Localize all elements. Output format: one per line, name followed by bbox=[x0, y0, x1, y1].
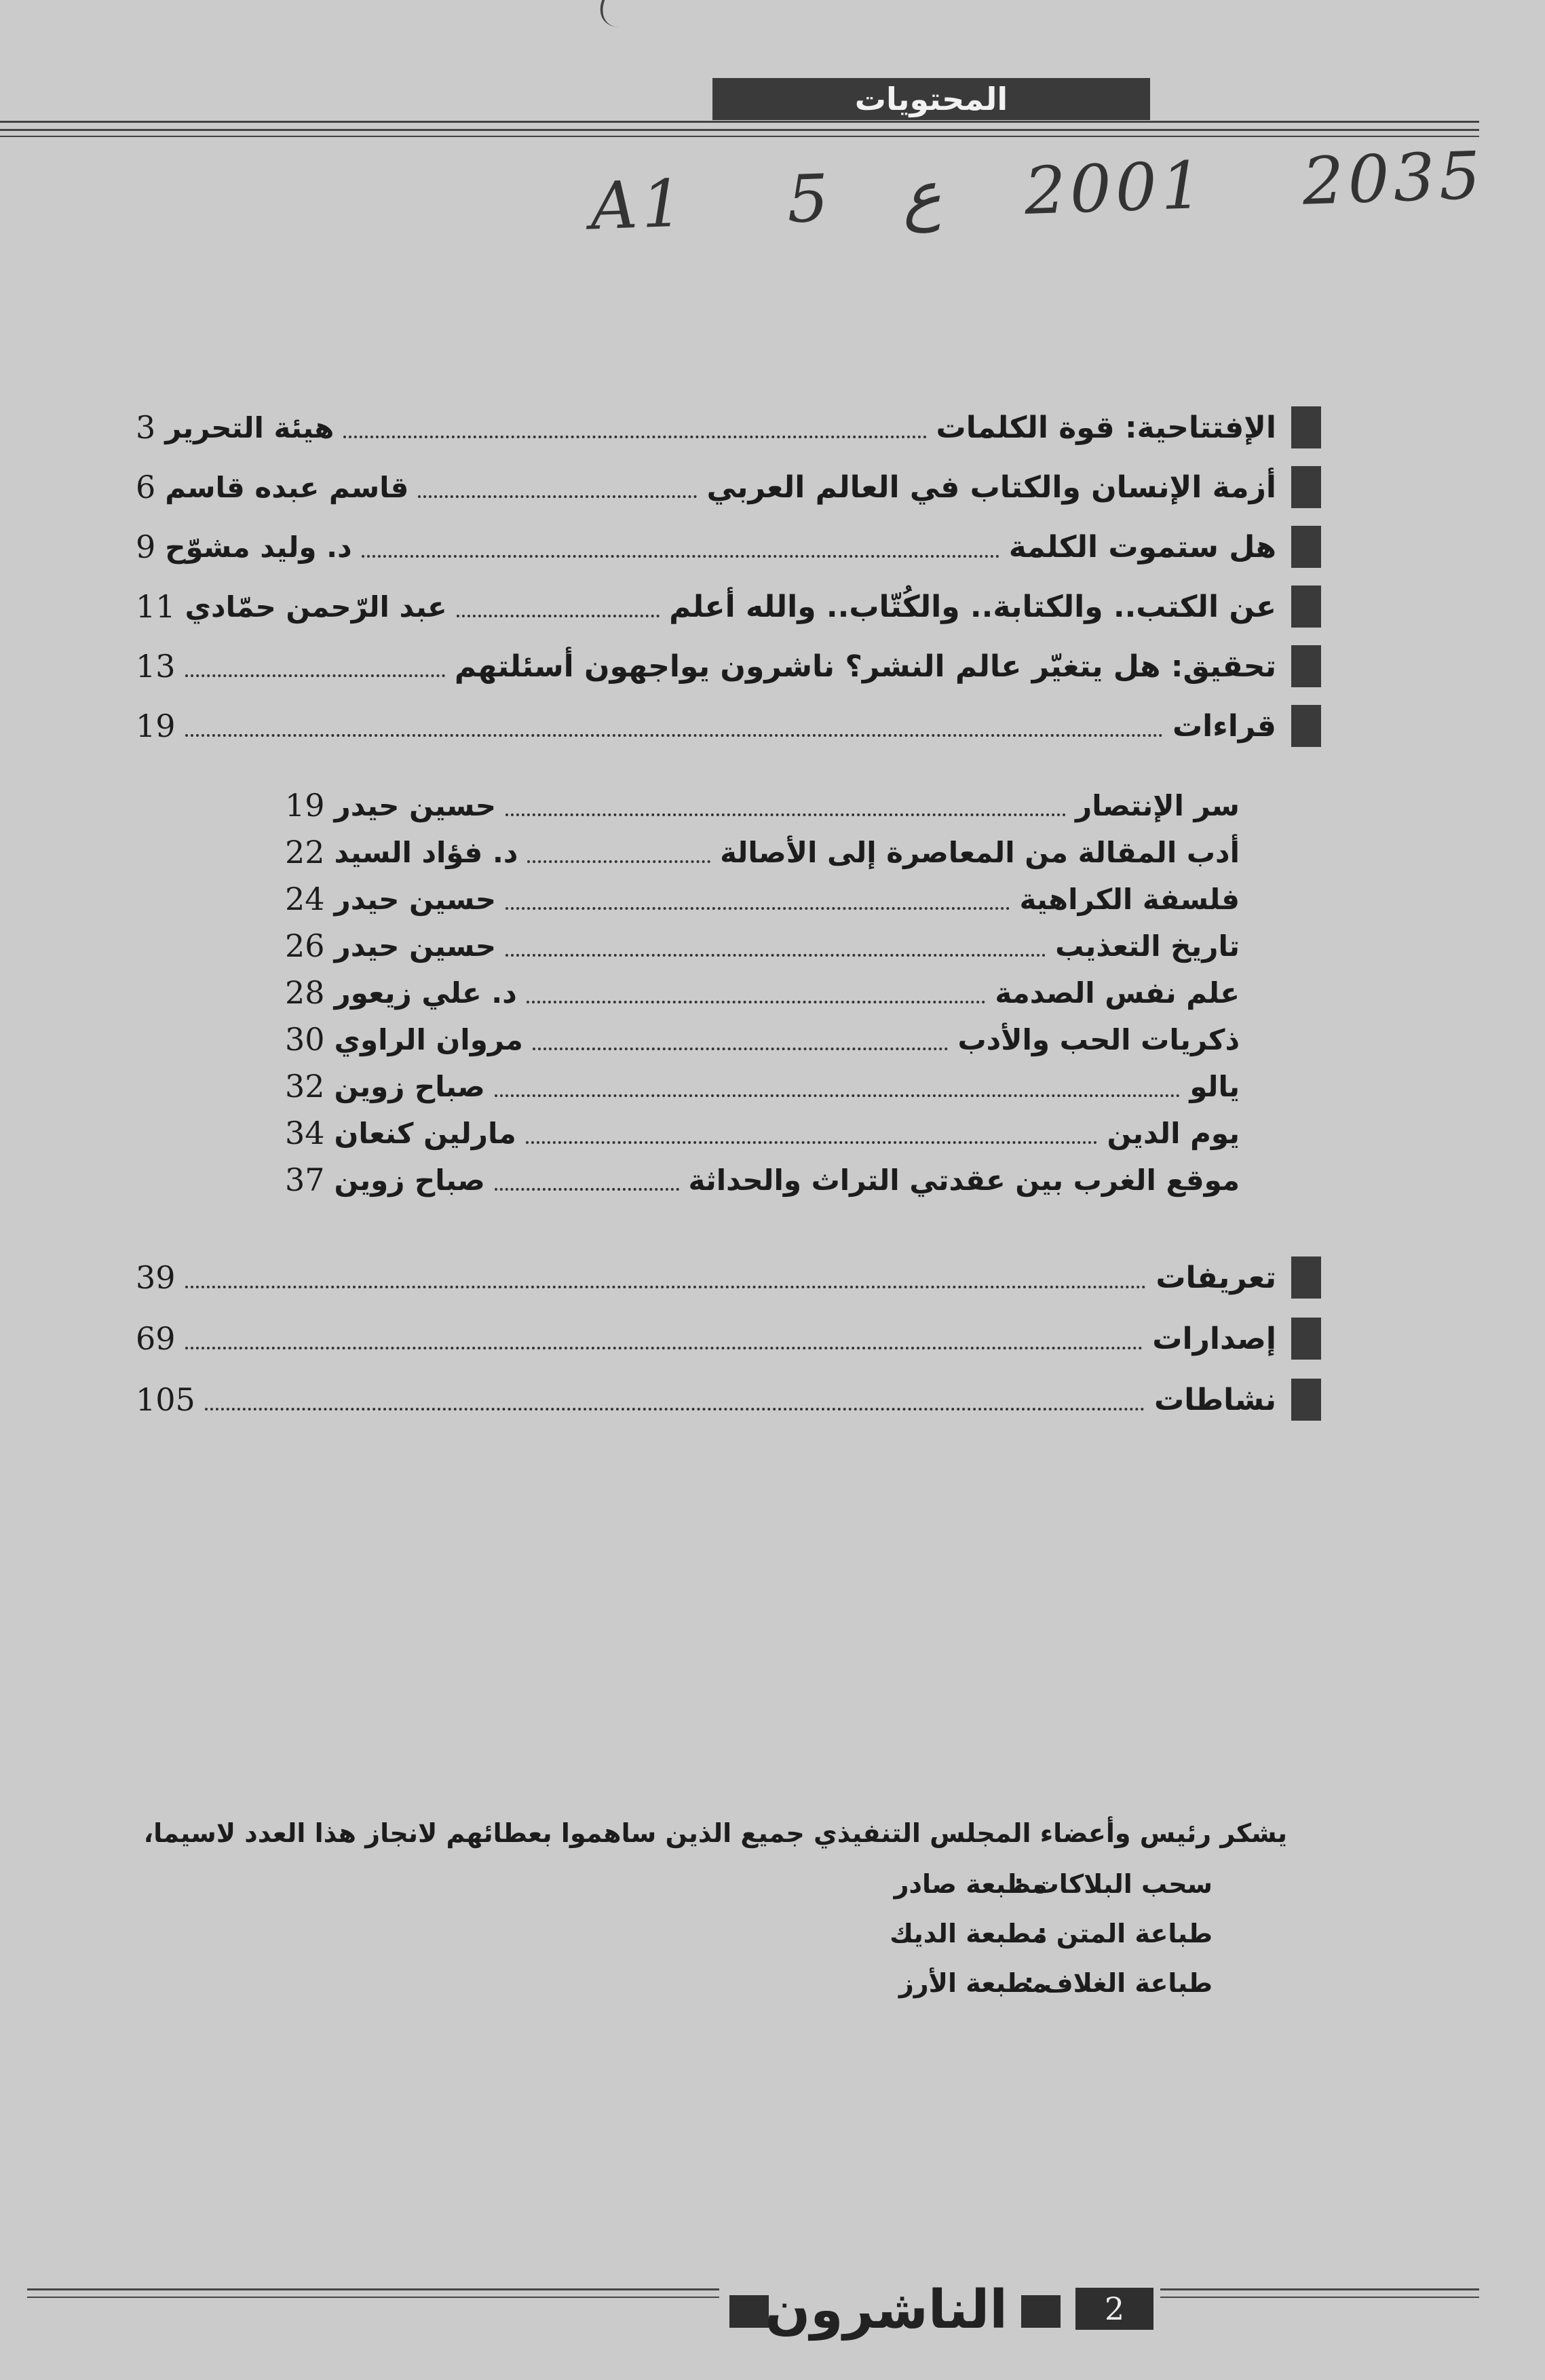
handwritten-code: A1 bbox=[589, 165, 689, 245]
toc-title: أزمة الإنسان والكتاب في العالم العربي bbox=[706, 469, 1276, 505]
reading-title: تاريخ التعذيب bbox=[1055, 929, 1240, 963]
credit-label: طباعة الغلاف : bbox=[1024, 1968, 1213, 1998]
credit-line bbox=[899, 1968, 1213, 1998]
toc-author: د. وليد مشوّح bbox=[165, 530, 352, 564]
credit-label: سحب البلاكات : bbox=[1014, 1869, 1213, 1899]
toc-page: 13 bbox=[136, 648, 176, 685]
reading-title: فلسفة الكراهية bbox=[1019, 882, 1240, 916]
reading-entry bbox=[285, 1158, 1240, 1202]
section-page: 39 bbox=[136, 1259, 176, 1296]
dot-leader bbox=[185, 1347, 1143, 1349]
reading-author: حسين حيدر bbox=[334, 929, 496, 963]
bullet-square bbox=[1291, 645, 1321, 687]
reading-author: حسين حيدر bbox=[334, 788, 496, 822]
dot-leader bbox=[506, 907, 1010, 910]
bullet-square bbox=[1291, 1318, 1321, 1360]
reading-page: 22 bbox=[285, 834, 325, 870]
footer-rule bbox=[27, 2288, 719, 2290]
footer-rule bbox=[27, 2297, 719, 2298]
dot-leader bbox=[343, 436, 926, 438]
section-title: نشاطات bbox=[1154, 1382, 1276, 1417]
toc-section bbox=[136, 1254, 1321, 1301]
bullet-square bbox=[1291, 705, 1321, 747]
toc-author: عبد الرّحمن حمّادي bbox=[185, 590, 447, 623]
footer-rule bbox=[1160, 2297, 1479, 2298]
reading-author: مروان الراوي bbox=[334, 1022, 523, 1056]
bullet-square bbox=[1291, 526, 1321, 568]
toc-section bbox=[136, 1315, 1321, 1362]
dot-leader bbox=[185, 1286, 1147, 1288]
dot-leader bbox=[495, 1094, 1181, 1097]
reading-page: 19 bbox=[285, 787, 325, 824]
dot-leader bbox=[506, 813, 1066, 816]
bullet-square bbox=[1291, 1379, 1321, 1421]
toc-author: قاسم عبده قاسم bbox=[165, 470, 409, 504]
magazine-logo: الناشرون bbox=[765, 2280, 1008, 2341]
footer-square bbox=[729, 2295, 769, 2328]
reading-title: أدب المقالة من المعاصرة إلى الأصالة bbox=[720, 835, 1240, 869]
toc-page: 19 bbox=[136, 708, 176, 744]
toc-entry bbox=[136, 404, 1321, 451]
toc-section bbox=[136, 1376, 1321, 1423]
dot-leader bbox=[527, 1001, 986, 1003]
reading-title: ذكريات الحب والأدب bbox=[957, 1022, 1240, 1056]
credit-line bbox=[890, 1919, 1213, 1949]
handwritten-year: 2001 bbox=[1023, 147, 1208, 230]
toc-title: تحقيق: هل يتغيّر عالم النشر؟ ناشرون يواجهون أسئلتهم bbox=[454, 649, 1276, 684]
credit-value: مطبعة صادر bbox=[894, 1869, 1048, 1899]
acknowledgement-text: يشكر رئيس وأعضاء المجلس التنفيذي جميع الذين ساهموا بعطائهم لانجاز هذا العدد لاسيما، bbox=[143, 1818, 1287, 1848]
reading-title: يوم الدين bbox=[1107, 1116, 1240, 1150]
page-number: 2 bbox=[1075, 2288, 1153, 2330]
reading-entry bbox=[285, 1018, 1240, 1061]
credit-value: مطبعة الأرز bbox=[898, 1968, 1048, 1998]
dot-leader bbox=[533, 1048, 949, 1050]
bullet-square bbox=[1291, 406, 1321, 448]
toc-title: عن الكتب.. والكتابة.. والكُتّاب.. والله أعلم bbox=[669, 589, 1276, 624]
dot-leader bbox=[526, 1141, 1098, 1144]
toc-entry bbox=[136, 583, 1321, 630]
dot-leader bbox=[457, 615, 660, 617]
handwritten-number: 5 bbox=[785, 159, 834, 238]
credit-value: مطبعة الديك bbox=[890, 1919, 1048, 1949]
handwritten-letter: ع bbox=[900, 156, 943, 234]
reading-title: سر الإنتصار bbox=[1075, 788, 1240, 822]
section-title: تعريفات bbox=[1156, 1260, 1276, 1295]
reading-page: 37 bbox=[285, 1162, 325, 1198]
reading-author: د. فؤاد السيد bbox=[334, 835, 518, 869]
dot-leader bbox=[418, 495, 697, 498]
dot-leader bbox=[527, 860, 710, 863]
reading-page: 24 bbox=[285, 881, 325, 917]
toc-page: 9 bbox=[136, 529, 156, 565]
reading-entry bbox=[285, 1064, 1240, 1108]
reading-entry bbox=[285, 830, 1240, 874]
reading-entry bbox=[285, 924, 1240, 967]
footer-rule bbox=[1160, 2288, 1479, 2290]
toc-entry bbox=[136, 523, 1321, 571]
toc-entry bbox=[136, 702, 1321, 750]
credit-label: طباعة المتن : bbox=[1037, 1919, 1213, 1949]
toc-author: هيئة التحرير bbox=[165, 410, 335, 444]
page-curl bbox=[592, 0, 666, 27]
reading-author: حسين حيدر bbox=[334, 882, 496, 916]
credit-line bbox=[894, 1869, 1213, 1899]
reading-page: 28 bbox=[285, 974, 325, 1011]
reading-page: 30 bbox=[285, 1021, 325, 1058]
footer-square bbox=[1021, 2295, 1061, 2328]
header-rule bbox=[0, 136, 1479, 137]
reading-entry bbox=[285, 1111, 1240, 1155]
toc-page: 3 bbox=[136, 409, 156, 446]
dot-leader bbox=[495, 1188, 679, 1191]
reading-page: 32 bbox=[285, 1068, 325, 1105]
reading-entry bbox=[285, 971, 1240, 1014]
dot-leader bbox=[506, 954, 1046, 957]
dot-leader bbox=[185, 674, 445, 677]
bullet-square bbox=[1291, 466, 1321, 508]
reading-author: صباح زوين bbox=[334, 1069, 485, 1103]
reading-title: علم نفس الصدمة bbox=[995, 976, 1240, 1010]
toc-page: 11 bbox=[136, 588, 176, 625]
toc-title: هل ستموت الكلمة bbox=[1008, 529, 1276, 564]
reading-page: 34 bbox=[285, 1115, 325, 1151]
reading-entry bbox=[285, 784, 1240, 827]
toc-entry bbox=[136, 642, 1321, 690]
section-title: إصدارات bbox=[1152, 1321, 1276, 1356]
handwritten-number: 2035 bbox=[1301, 137, 1486, 220]
dot-leader bbox=[185, 734, 1163, 737]
page-title: المحتويات bbox=[712, 78, 1150, 120]
dot-leader bbox=[205, 1408, 1145, 1410]
toc-title: الإفتتاحية: قوة الكلمات bbox=[936, 410, 1276, 445]
reading-title: يالو bbox=[1189, 1069, 1240, 1103]
reading-author: مارلين كنعان bbox=[334, 1116, 516, 1150]
header-rule bbox=[0, 129, 1479, 131]
reading-author: صباح زوين bbox=[334, 1163, 485, 1197]
toc-page: 6 bbox=[136, 469, 156, 505]
toc-entry bbox=[136, 463, 1321, 511]
reading-entry bbox=[285, 877, 1240, 921]
reading-page: 26 bbox=[285, 927, 325, 964]
section-page: 69 bbox=[136, 1320, 176, 1357]
reading-author: د. علي زيعور bbox=[334, 976, 517, 1010]
bullet-square bbox=[1291, 586, 1321, 628]
dot-leader bbox=[362, 555, 999, 558]
section-page: 105 bbox=[136, 1381, 195, 1418]
bullet-square bbox=[1291, 1256, 1321, 1299]
header-rule bbox=[0, 121, 1479, 123]
toc-title: قراءات bbox=[1172, 708, 1276, 744]
handwritten-note bbox=[589, 137, 1501, 257]
reading-title: موقع الغرب بين عقدتي التراث والحداثة bbox=[688, 1163, 1240, 1197]
